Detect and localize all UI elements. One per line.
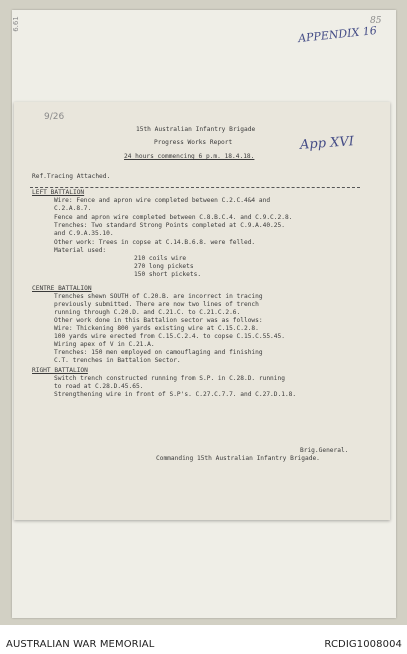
centre-line-3: running through C.20.D. and C.21.C. to C.21.C.2.6. [54, 309, 241, 316]
appendix-label: APPENDIX 16 [297, 23, 378, 46]
archive-footer [0, 633, 407, 654]
report-title: Progress Works Report [154, 139, 233, 146]
left-line-1: Wire: Fence and apron wire completed between C.2.C.4&4 and [54, 197, 271, 204]
footer-record-id: RCDIG1008004 [324, 639, 402, 650]
centre-line-6: 100 yards wire erected from C.15.C.2.4. to copse C.15.C.55.45. [54, 333, 285, 340]
left-line-5: and C.9.A.35.10. [54, 230, 114, 237]
centre-line-8: Trenches: 150 men employed on camouflaging and finishing [54, 349, 263, 356]
centre-line-1: Trenches shewn SOUTH of C.20.B. are incorrect in tracing [54, 293, 263, 300]
centre-line-4: Other work done in this Battalion sector was as follows: [54, 317, 263, 324]
corner-mark: 6.61 [11, 16, 20, 32]
right-line-3: Strengthening wire in front of S.P's. C.27.C.7.7. and C.27.D.1.8. [54, 391, 297, 398]
left-line-9: 270 long pickets [134, 263, 194, 270]
left-line-10: 150 short pickets. [134, 271, 202, 278]
left-line-4: Trenches: Two standard Strong Points completed at C.9.A.40.25. [54, 222, 285, 229]
page-number: 85 [370, 16, 382, 26]
centre-line-2: previously submitted. There are now two lines of trench [54, 301, 259, 308]
right-battalion-heading: RIGHT BATTALION [32, 367, 88, 374]
left-line-6: Other work: Trees in copse at C.14.B.6.8. were felled. [54, 239, 256, 246]
centre-line-9: C.T. trenches in Battalion Sector. [54, 357, 181, 364]
left-line-2: C.2.A.8.7. [54, 205, 92, 212]
left-line-8: 210 coils wire [134, 255, 187, 262]
footer-institution: AUSTRALIAN WAR MEMORIAL [6, 639, 155, 650]
report-sheet [14, 102, 390, 520]
centre-line-7: Wiring apex of V in C.21.A. [54, 341, 155, 348]
folio-mark: 9/26 [44, 112, 65, 122]
right-line-2: to road at C.28.D.45.65. [54, 383, 144, 390]
signature-position: Commanding 15th Australian Infantry Brigade. [156, 455, 320, 462]
right-line-1: Switch trench constructed running from S.P. in C.28.D. running [54, 375, 285, 382]
report-period: 24 hours commencing 6 p.m. 18.4.18. [124, 153, 255, 160]
centre-battalion-heading: CENTRE BATTALION [32, 285, 92, 292]
app-label: App XVI [299, 134, 355, 153]
left-line-3: Fence and apron wire completed between C.8.B.C.4. and C.9.C.2.8. [54, 214, 293, 221]
dashed-rule [30, 187, 360, 188]
left-battalion-heading: LEFT BATTALION [32, 189, 85, 196]
centre-line-5: Wire: Thickening 800 yards existing wire at C.15.C.2.8. [54, 325, 259, 332]
reference-line: Ref.Tracing Attached. [32, 173, 111, 180]
left-line-7: Material used: [54, 247, 107, 254]
unit-name: 15th Australian Infantry Brigade [136, 126, 256, 133]
signature-rank: Brig.General. [300, 447, 349, 454]
